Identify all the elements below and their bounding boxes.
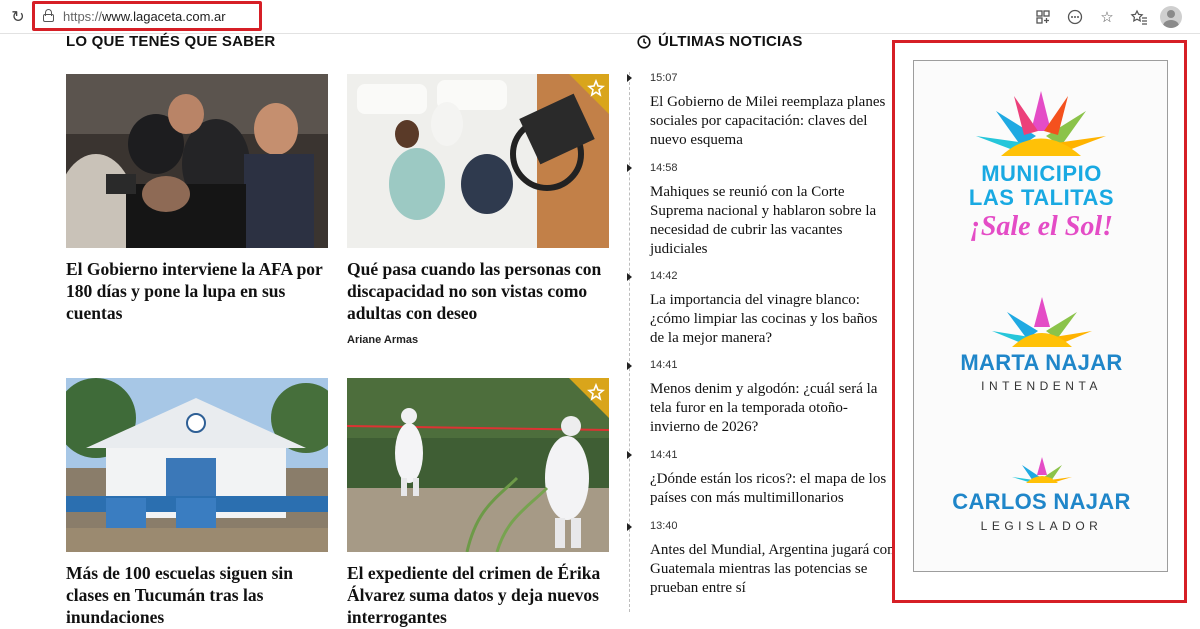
article-card[interactable] [66,378,328,628]
article-title[interactable]: El Gobierno interviene la AFA por 180 días y pone la lupa en sus cuentas [66,259,323,323]
ad-slogan: ¡Sale el Sol! [969,211,1114,242]
news-title[interactable]: Mahiques se reunió con la Corte Suprema nacional y hablaron sobre la necesidad de cubrir las vacantes judiciales [650,184,877,257]
news-time: 14:41 [650,359,678,371]
lock-icon[interactable] [43,11,54,21]
timeline-marker [627,451,632,459]
timeline-marker [627,74,632,82]
apps-icon[interactable] [1032,6,1054,28]
star-badge [569,378,609,418]
news-title[interactable]: Antes del Mundial, Argentina jugará con Guatemala mientras las potencias se prueban entre sí [650,542,895,596]
clock-icon [637,35,651,49]
news-title[interactable]: La importancia del vinagre blanco: ¿cómo limpiar las cocinas y los baños de la mejor manera? [650,292,878,346]
url-text: https://www.lagaceta.com.ar [63,9,226,24]
article-card[interactable] [66,74,328,324]
article-image[interactable] [66,378,328,552]
reload-icon[interactable]: ↻ [11,7,25,26]
ad-role2: LEGISLADOR [980,519,1103,533]
timeline-marker [627,523,632,531]
browser-toolbar [0,0,1200,34]
article-card[interactable] [347,378,609,628]
favorite-icon[interactable]: ☆ [1100,8,1114,26]
article-image[interactable] [347,378,609,552]
more-icon[interactable] [1064,6,1086,28]
news-time: 15:07 [650,72,678,84]
article-title[interactable]: El expediente del crimen de Érika Álvarez suma datos y deja nuevos interrogantes [347,563,601,627]
news-time: 13:40 [650,520,678,532]
news-item[interactable] [650,162,895,259]
section-title-latest: ÚLTIMAS NOTICIAS [637,33,803,50]
news-item[interactable] [650,449,895,508]
timeline-marker [627,362,632,370]
latest-news-list [629,72,895,612]
news-title[interactable]: ¿Dónde están los ricos?: el mapa de los países con más multimillonarios [650,471,887,506]
article-title[interactable]: Qué pasa cuando las personas con discapacidad no son vistas como adultas con deseo [347,259,602,323]
sun-logo-icon [976,91,1106,161]
ad-line1: MUNICIPIO [981,161,1102,186]
ad-name2: CARLOS NAJAR [952,489,1131,514]
timeline-marker [627,273,632,281]
news-time: 14:41 [650,449,678,461]
timeline-marker [627,164,632,172]
article-image[interactable] [347,74,609,248]
sun-logo-icon [992,297,1092,347]
advertisement[interactable] [892,40,1187,603]
news-title[interactable]: Menos denim y algodón: ¿cuál será la tela furor en la temporada otoño-invierno de 2026? [650,381,878,435]
news-item[interactable] [650,72,895,150]
star-badge [569,74,609,114]
ad-name1: MARTA NAJAR [960,350,1123,375]
news-item[interactable] [650,270,895,348]
article-title[interactable]: Más de 100 escuelas siguen sin clases en Tucumán tras las inundaciones [66,563,294,627]
sun-logo-icon [1012,457,1072,483]
article-author[interactable]: Ariane Armas [347,334,419,346]
address-bar[interactable] [32,1,262,31]
ad-role1: INTENDENTA [981,379,1102,393]
news-time: 14:42 [650,270,678,282]
section-title-main: LO QUE TENÉS QUE SABER [66,33,276,50]
favorites-list-icon[interactable] [1128,6,1150,28]
article-card[interactable] [347,74,609,346]
profile-avatar[interactable] [1160,6,1182,28]
ad-line2: LAS TALITAS [968,185,1115,210]
news-item[interactable] [650,520,895,598]
news-time: 14:58 [650,162,678,174]
article-image[interactable] [66,74,328,248]
ad-banner[interactable] [913,60,1168,572]
news-item[interactable] [650,359,895,437]
news-title[interactable]: El Gobierno de Milei reemplaza planes sociales por capacitación: claves del nuevo esquema [650,94,886,148]
